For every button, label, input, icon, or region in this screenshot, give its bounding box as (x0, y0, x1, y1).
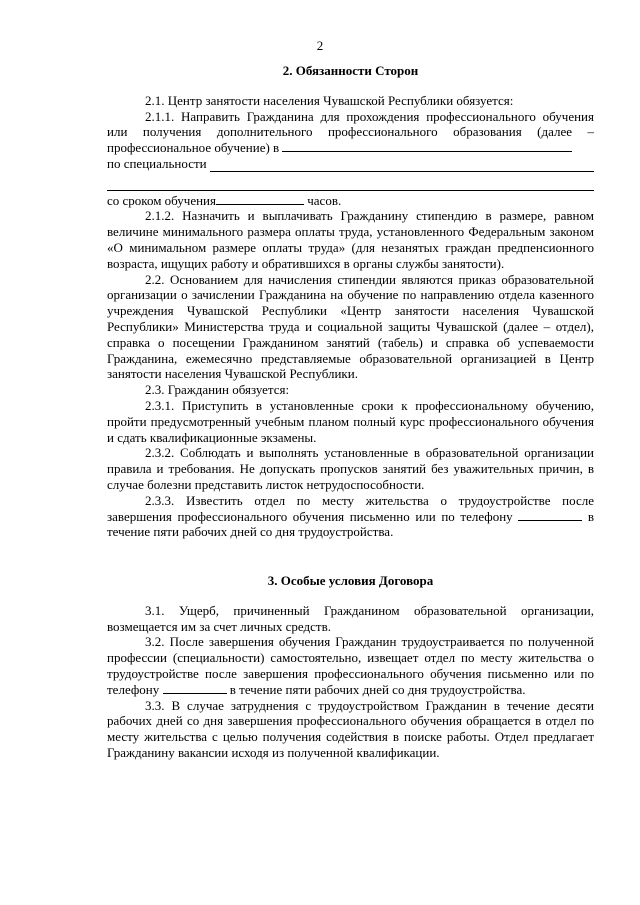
duration-prefix: со сроком обучения (107, 192, 216, 208)
section-obligations (107, 63, 594, 540)
clause-2-1-1 (107, 109, 594, 156)
section-3-title: 3. Особые условия Договора (267, 573, 434, 588)
clause-2-3-1: 2.3.1. Приступить в установленные сроки к профессиональному обучению, пройти предусмотренный учебным планом полный курс профессионального обучения и сдать квалификационные экзамены. (107, 397, 594, 445)
specialty-row (107, 156, 594, 172)
phone-field-2-3-3[interactable] (518, 509, 582, 521)
clause-3-2-end: в течение пяти рабочих дней со дня трудоустройства. (229, 681, 526, 697)
clause-2-1: 2.1. Центр занятости населения Чувашской Республики обязуется: (145, 92, 514, 108)
page-number: 2 (316, 38, 324, 53)
clause-2-1-2: 2.1.2. Назначить и выплачивать Гражданину стипендию в размере, равном величине минимального размера оплаты труда, установленного Федеральным законом «О минимальном размере оплаты труда» (для незанятых граждан предпенсионного возраста, ищущих работу и обратившихся в органы службы занятости). (107, 208, 594, 271)
section-special-conditions (107, 573, 594, 761)
clause-2-3: 2.3. Гражданин обязуется: (145, 382, 290, 398)
specialty-label: по специальности (107, 155, 207, 171)
clause-2-3-3-end: в течение пяти рабочих дней со дня трудоустройства. (107, 508, 595, 540)
section-2-title: 2. Обязанности Сторон (282, 63, 419, 78)
duration-line (107, 193, 594, 209)
clause-2-2: 2.2. Основанием для начисления стипендии являются приказ образовательной организации о зачислении Гражданина на обучение по направлению отдела казенного учреждения Чувашской Республики «Центр занятости населения Чувашской Республики» Министерства труда и социальной защиты Чувашской (далее – отдел), справка о посещении Гражданином занятий (табель) и справка об успеваемости Гражданина, ежемесячно представляемые образовательной организацией в Центр занятости населения Чувашской Республики. (107, 271, 594, 382)
duration-hours-field[interactable] (216, 193, 304, 205)
clause-3-2 (107, 634, 594, 697)
clause-2-3-3-text: 2.3.3. Известить отдел по месту жительства о трудоустройстве после завершения профессионального обучения письменно или по телефону (107, 492, 594, 524)
clause-2-3-3 (107, 493, 594, 540)
clause-2-1-1-text: 2.1.1. Направить Гражданина для прохождения профессионального обучения или получения дополнительного профессионального образования (далее – профессиональное обучение) в (107, 108, 594, 156)
clause-3-2-text: 3.2. После завершения обучения Гражданин трудоустраивается по полученной профессии (специальности) самостоятельно, извещает отдел по месту жительства о трудоустройстве после завершения профессионального обучения письменно или по телефону (107, 634, 594, 697)
specialty-field-continuation[interactable] (107, 174, 594, 191)
clause-3-3: 3.3. В случае затруднения с трудоустройством Гражданин в течение десяти рабочих дней со дня завершения профессионального обучения обращается в отдел по месту жительства с целью получения содействия в поиске работы. Отдел предлагает Гражданину вакансии исходя из полученной квалификации. (107, 697, 594, 760)
clause-3-1: 3.1. Ущерб, причиненный Гражданином образовательной организации, возмещается им за счет личных средств. (107, 602, 594, 634)
clause-2-3-2: 2.3.2. Соблюдать и выполнять установленные в образовательной организации правила и требования. Не допускать пропусков занятий без уважительных причин, в случае болезни представить листок нетрудоспособности. (107, 445, 594, 492)
specialty-field[interactable] (210, 160, 594, 172)
duration-suffix: часов. (307, 192, 342, 208)
phone-field-3-2[interactable] (163, 682, 227, 694)
organization-field[interactable] (282, 140, 572, 152)
